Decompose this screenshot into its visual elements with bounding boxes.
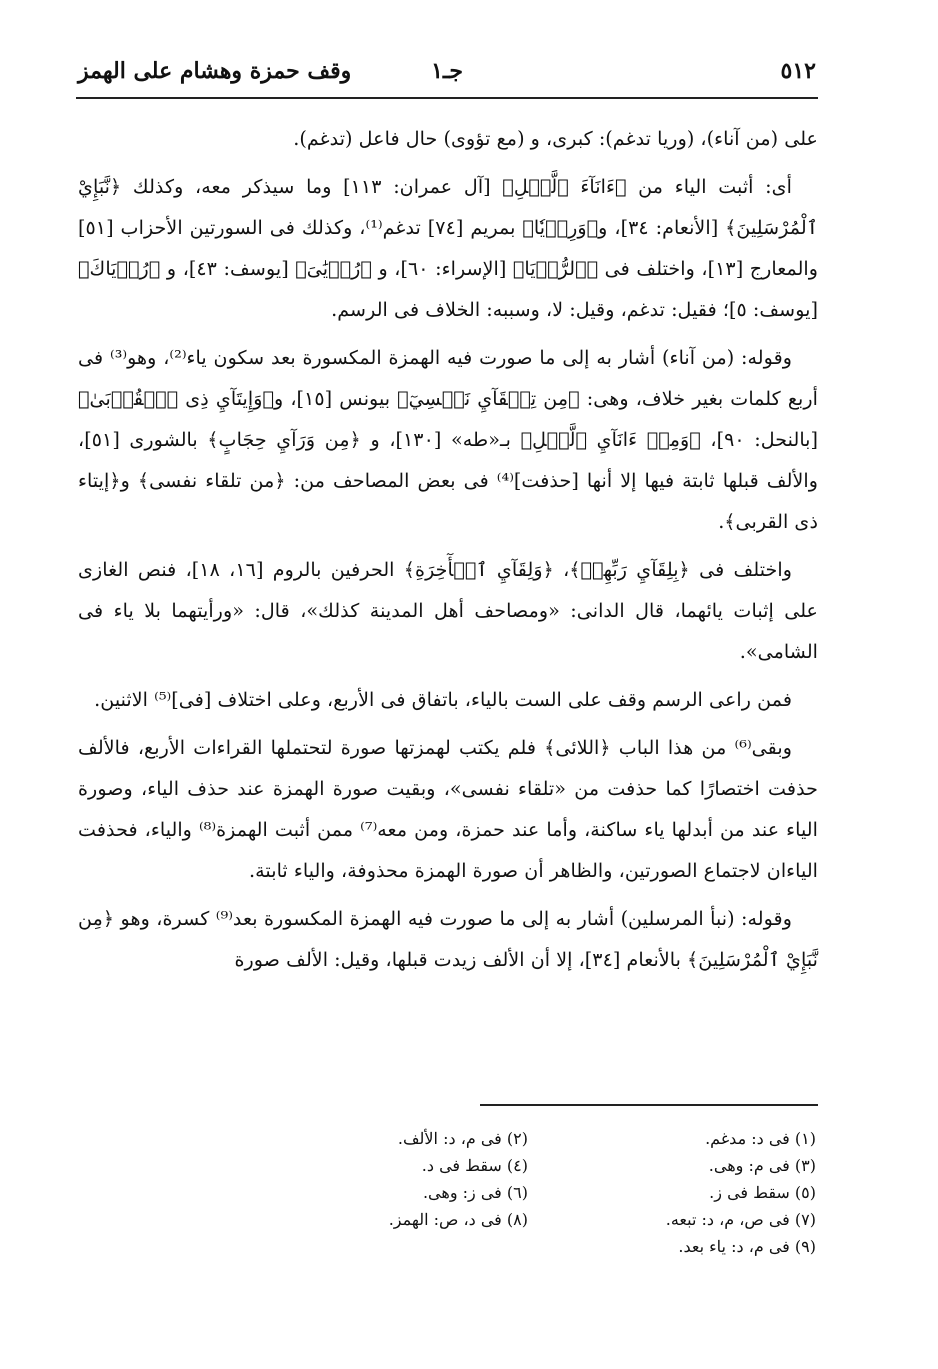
main-text: [78, 118, 818, 987]
footnote: (٨) فى د، ص: الهمز.: [388, 1210, 528, 1229]
paragraph: واختلف فى ﴿بِلِقَآيِ رَبِّهِمۡ﴾، ﴿وَلِقَآيِ ٱلۡأٓخِرَةِ﴾ الحرفين بالروم [١٦، ١٨]، فنص الغازى على إثبات يائهما، قال الدانى: «ومصاحف أهل المدينة كذلك»، قال: «ورأيتهما بلا ياء فى الشامى».: [78, 558, 818, 663]
footnote: (٥) سقط فى ز.: [709, 1183, 816, 1202]
footnote-row: [240, 1153, 816, 1180]
footnote: (٤) سقط فى د.: [421, 1156, 528, 1175]
paragraph: أى: أثبت الياء من ﴿ءَانَآءَ ٱلَّيۡلِ﴾ [آل عمران: ١١٣] وما سيذكر معه، وكذلك ﴿نَّبَإِيْ ٱلْمُرْسَلِينَ﴾ [الأنعام: ٣٤]، و﴿وَرِءۡيٗا﴾ بمريم [٧٤] تدغم⁽¹⁾، وكذلك فى السورتين الأحزاب [٥١] والمعارج [١٣]، واختلف فى ﴿ٱلرُّءۡيَا﴾ [الإسراء: ٦٠]، و ﴿رُءۡيَٰىَ﴾ [يوسف: ٤٣]، و ﴿رُءۡيَاكَ﴾ [يوسف: ٥]؛ فقيل: تدغم، وقيل: لا، وسببه: الخلاف فى الرسم.: [78, 175, 819, 321]
paragraph: وقوله: (نبأ المرسلين) أشار به إلى ما صورت فيه الهمزة المكسورة بعد⁽⁹⁾ كسرة، وهو ﴿مِن نَّبَإِيْ ٱلْمُرْسَلِينَ﴾ بالأنعام [٣٤]، إلا أن الألف زيدت قبلها، وقيل: الألف صورة: [78, 907, 818, 971]
footnote: (٧) فى ص، م، د: تبعه.: [665, 1210, 816, 1229]
footnote: (٢) فى م، د: الألف.: [397, 1129, 528, 1148]
header-divider: [76, 97, 818, 99]
paragraph: على (من آناء)، (وريا تدغم): كبرى، و (مع تؤوى) حال فاعل (تدغم).: [293, 127, 818, 150]
chapter-title: وقف حمزة وهشام على الهمز: [78, 58, 352, 84]
footnote: (٩) فى م، د: ياء بعد.: [678, 1237, 816, 1256]
footnotes: [240, 1126, 816, 1261]
footnote-row: [240, 1180, 816, 1207]
paragraph: فمن راعى الرسم وقف على الست بالياء، باتفاق فى الأربع، وعلى اختلاف [فى]⁽⁵⁾ الاثنين.: [94, 688, 792, 711]
footnote-row: [240, 1234, 816, 1261]
volume-label: جـ١: [431, 58, 463, 84]
page-number: ٥١٢: [780, 58, 816, 84]
footnote-divider: [480, 1104, 818, 1106]
paragraph: وبقى⁽⁶⁾ من هذا الباب ﴿اللائى﴾ فلم يكتب لهمزتها صورة لتحتملها القراءات الأربع، فالألف حذفت اختصارًا كما حذفت من «تلقاء نفسى»، وبقيت صورة الهمزة عند حذف الياء، وصورة الياء عند من أبدلها ياء ساكنة، وأما عند حمزة، ومن معه⁽⁷⁾ ممن أثبت الهمزة⁽⁸⁾ والياء، فحذفت الياءان لاجتماع الصورتين، والظاهر أن صورة الهمزة محذوفة، والياء ثابتة.: [78, 736, 818, 882]
footnote: (٣) فى م: وهى.: [708, 1156, 816, 1175]
paragraph: وقوله: (من آناء) أشار به إلى ما صورت فيه الهمزة المكسورة بعد سكون ياء⁽²⁾، وهو⁽³⁾ فى أربع كلمات بغير خلاف، وهى: ﴿مِن تِلۡقَآيِ نَفۡسِيٓ﴾ بيونس [١٥]، و﴿وَإِيتَآيِ ذِى ٱلۡقُرۡبَىٰ﴾ [بالنحل: ٩٠]، ﴿وَمِنۡ ءَانَآيِ ٱلَّيۡلِ﴾ بـ«طه» [١٣٠]، و ﴿مِن وَرَآيِ حِجَابٍ﴾ بالشورى [٥١]، والألف قبلها ثابتة فيها إلا أنها [حذفت]⁽⁴⁾ فى بعض المصاحف من: ﴿من تلقاء نفسى﴾ و﴿إيتاء ذى القربى﴾.: [78, 346, 818, 533]
footnote-row: [240, 1126, 816, 1153]
footnote: (٦) فى ز: وهى.: [422, 1183, 528, 1202]
footnote: (١) فى د: مدغم.: [705, 1129, 816, 1148]
footnote-row: [240, 1207, 816, 1234]
running-header: [78, 58, 816, 92]
